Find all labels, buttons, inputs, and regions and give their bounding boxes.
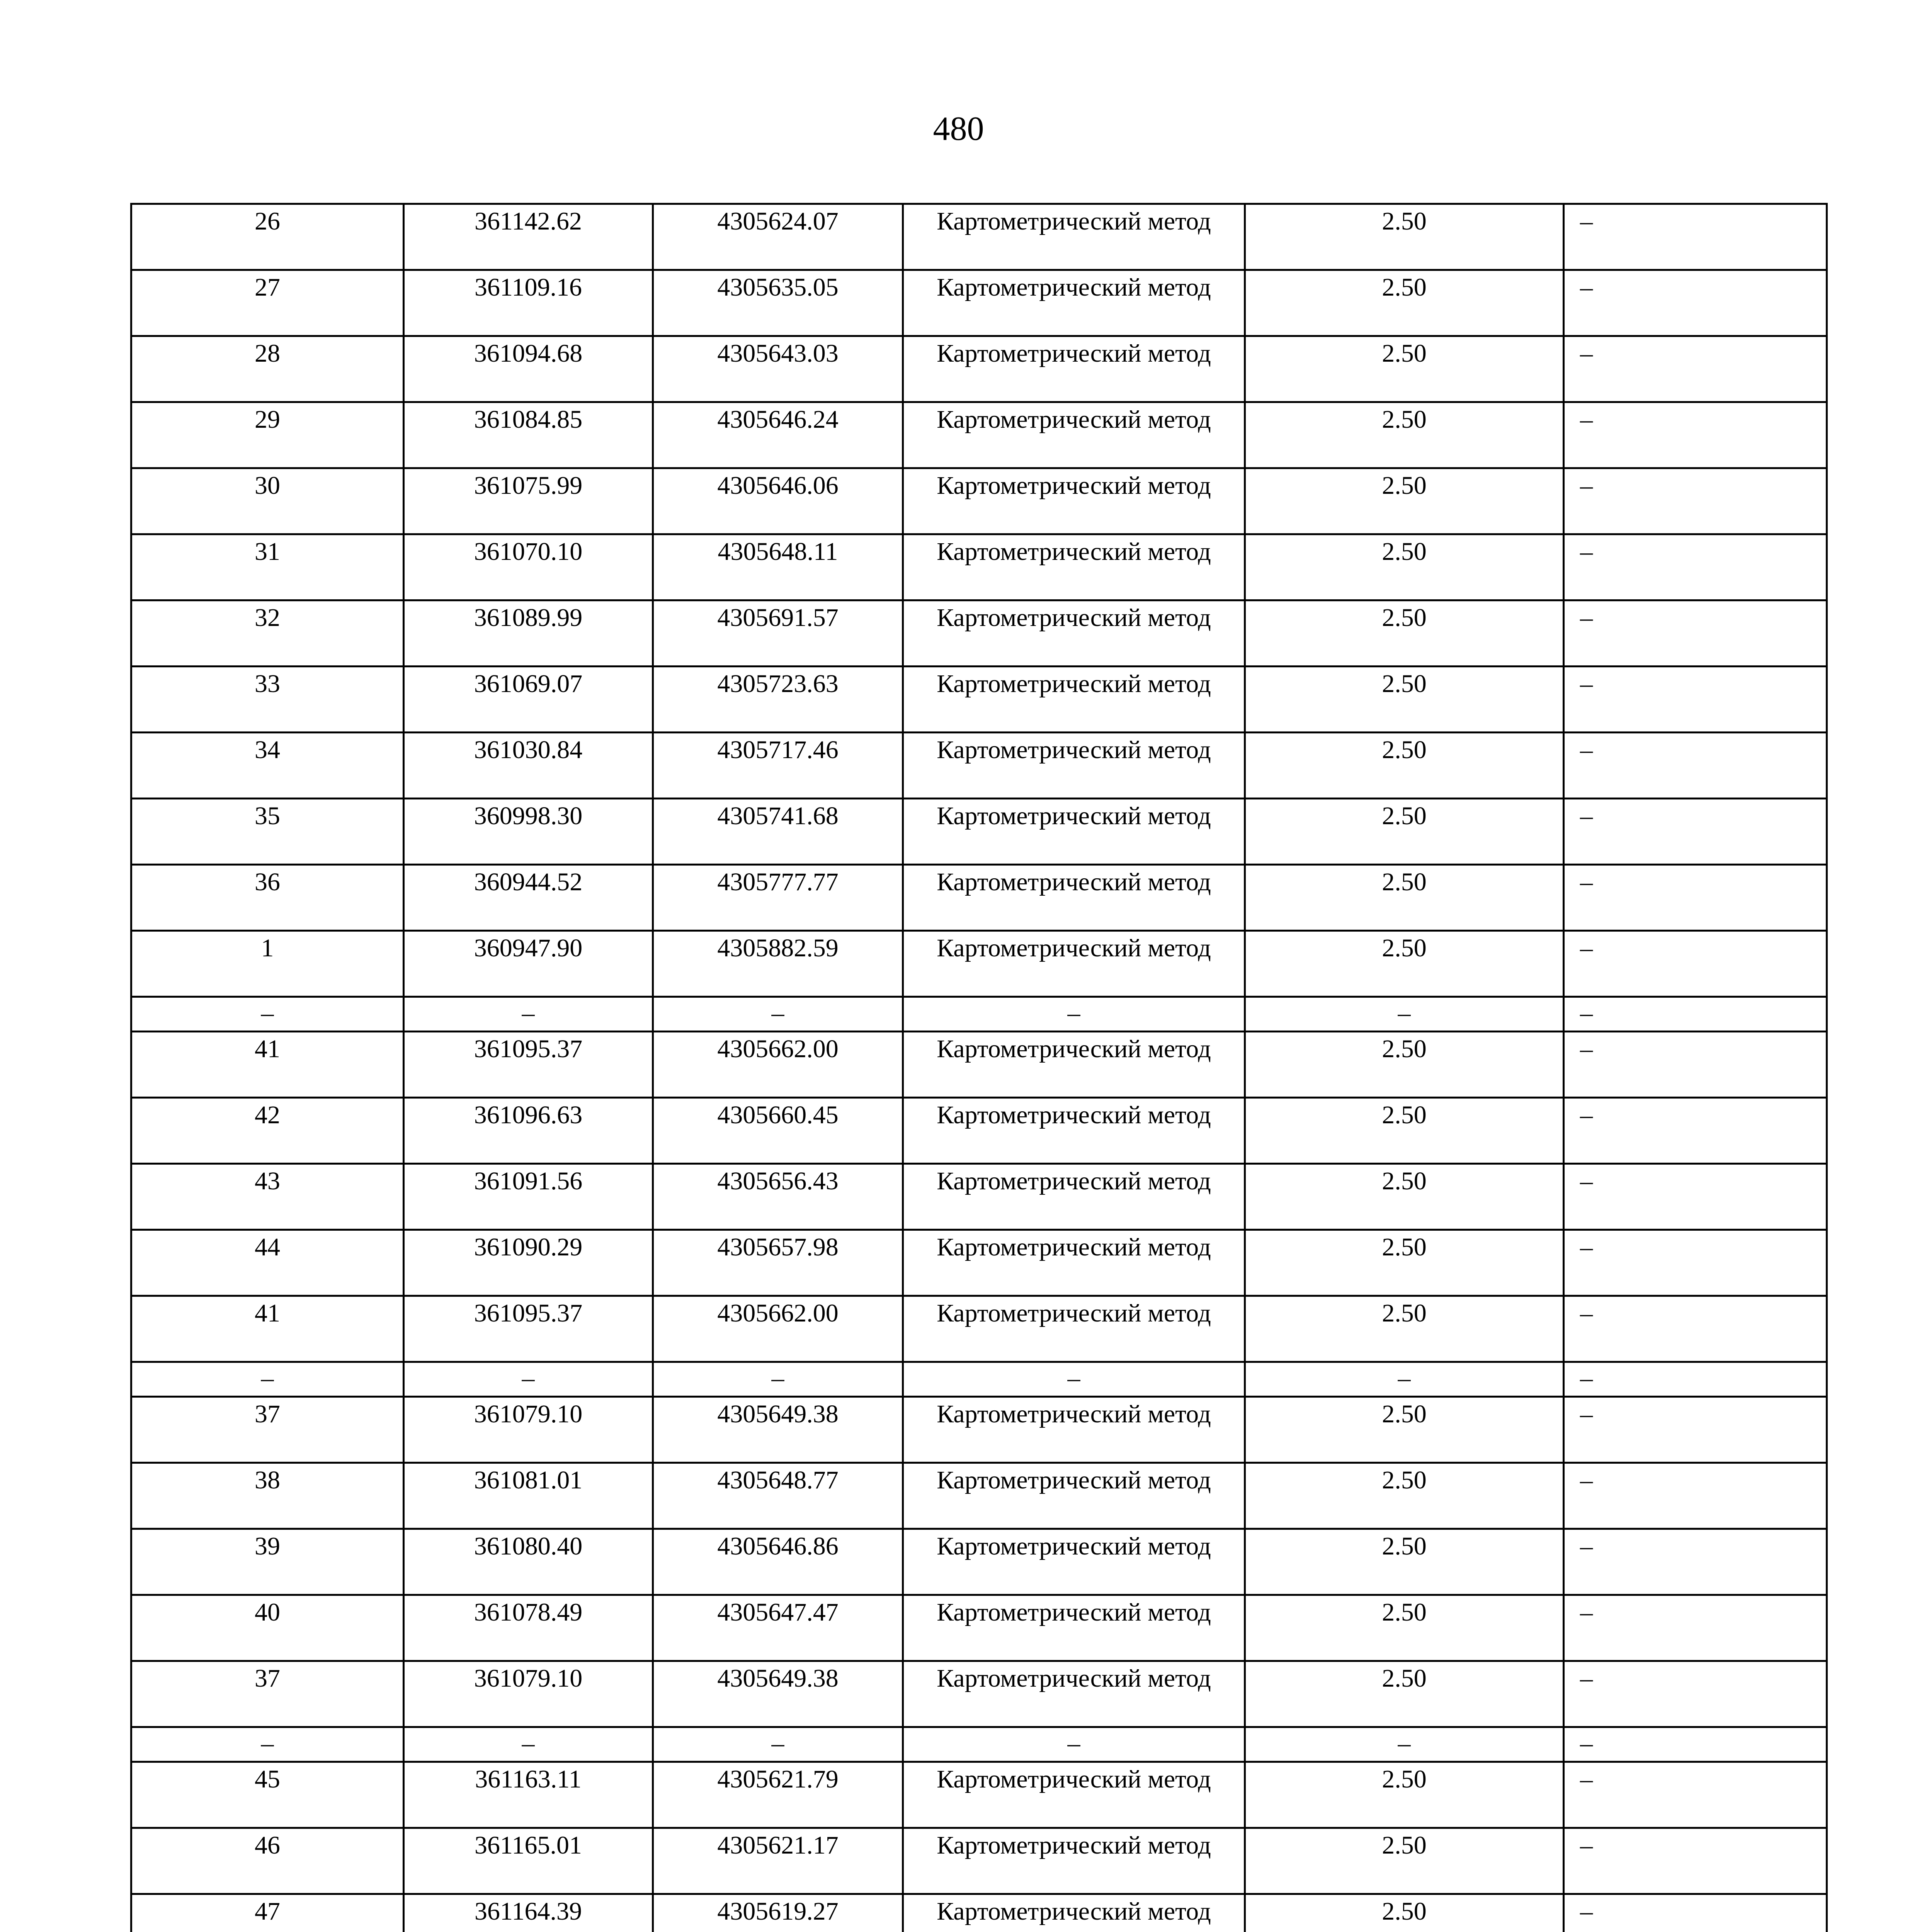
cell-method: Картометрический метод [903, 667, 1245, 733]
cell-point: 27 [131, 270, 404, 336]
cell-point: 47 [131, 1894, 404, 1932]
cell-y: – [653, 997, 903, 1032]
cell-method: Картометрический метод [903, 1296, 1245, 1362]
cell-accuracy: – [1245, 997, 1564, 1032]
cell-x: 361089.99 [404, 600, 653, 667]
cell-point: 41 [131, 1032, 404, 1098]
cell-description: – [1564, 865, 1827, 931]
cell-accuracy: 2.50 [1245, 468, 1564, 534]
cell-point: 38 [131, 1463, 404, 1529]
cell-method: – [903, 1727, 1245, 1762]
cell-y: 4305646.86 [653, 1529, 903, 1595]
cell-method: Картометрический метод [903, 1661, 1245, 1727]
cell-point: 41 [131, 1296, 404, 1362]
cell-x: 361078.49 [404, 1595, 653, 1661]
cell-method: – [903, 997, 1245, 1032]
cell-accuracy: 2.50 [1245, 600, 1564, 667]
cell-point: 31 [131, 534, 404, 600]
cell-point: – [131, 997, 404, 1032]
cell-y: 4305662.00 [653, 1032, 903, 1098]
cell-x: – [404, 997, 653, 1032]
cell-description: – [1564, 204, 1827, 270]
cell-x: 361142.62 [404, 204, 653, 270]
cell-accuracy: 2.50 [1245, 667, 1564, 733]
cell-x: 361091.56 [404, 1164, 653, 1230]
page-number: 480 [933, 110, 984, 148]
cell-accuracy: 2.50 [1245, 1032, 1564, 1098]
cell-point: 43 [131, 1164, 404, 1230]
cell-x: 361095.37 [404, 1032, 653, 1098]
table-row [131, 1762, 1827, 1828]
cell-method: Картометрический метод [903, 1595, 1245, 1661]
cell-point: 1 [131, 931, 404, 997]
separator-row [131, 1362, 1827, 1397]
cell-x: 361096.63 [404, 1098, 653, 1164]
cell-description: – [1564, 997, 1827, 1032]
cell-y: 4305648.77 [653, 1463, 903, 1529]
cell-y: – [653, 1362, 903, 1397]
cell-method: Картометрический метод [903, 1762, 1245, 1828]
cell-accuracy: 2.50 [1245, 1296, 1564, 1362]
cell-accuracy: 2.50 [1245, 865, 1564, 931]
cell-description: – [1564, 534, 1827, 600]
cell-description: – [1564, 1762, 1827, 1828]
cell-description: – [1564, 270, 1827, 336]
cell-x: 361084.85 [404, 402, 653, 468]
cell-accuracy: 2.50 [1245, 270, 1564, 336]
cell-description: – [1564, 1661, 1827, 1727]
table-row [131, 1397, 1827, 1463]
cell-x: 360998.30 [404, 799, 653, 865]
cell-method: Картометрический метод [903, 865, 1245, 931]
cell-point: 30 [131, 468, 404, 534]
cell-x: 361109.16 [404, 270, 653, 336]
cell-point: 46 [131, 1828, 404, 1894]
cell-x: – [404, 1362, 653, 1397]
cell-accuracy: 2.50 [1245, 1529, 1564, 1595]
cell-x: 361069.07 [404, 667, 653, 733]
cell-method: Картометрический метод [903, 1894, 1245, 1932]
cell-y: 4305662.00 [653, 1296, 903, 1362]
cell-description: – [1564, 1098, 1827, 1164]
cell-y: 4305635.05 [653, 270, 903, 336]
points-table-body [131, 204, 1827, 1932]
cell-description: – [1564, 1362, 1827, 1397]
cell-method: Картометрический метод [903, 1529, 1245, 1595]
cell-method: Картометрический метод [903, 270, 1245, 336]
cell-accuracy: 2.50 [1245, 1397, 1564, 1463]
cell-x: 361070.10 [404, 534, 653, 600]
table-row [131, 1230, 1827, 1296]
cell-x: – [404, 1727, 653, 1762]
table-row [131, 667, 1827, 733]
table-row [131, 1463, 1827, 1529]
cell-x: 361079.10 [404, 1661, 653, 1727]
cell-method: Картометрический метод [903, 204, 1245, 270]
cell-accuracy: 2.50 [1245, 1098, 1564, 1164]
cell-description: – [1564, 733, 1827, 799]
table-row [131, 1894, 1827, 1932]
cell-x: 361090.29 [404, 1230, 653, 1296]
cell-y: 4305649.38 [653, 1397, 903, 1463]
cell-method: Картометрический метод [903, 931, 1245, 997]
cell-method: Картометрический метод [903, 733, 1245, 799]
table-row [131, 534, 1827, 600]
cell-description: – [1564, 1296, 1827, 1362]
cell-description: – [1564, 1894, 1827, 1932]
table-row [131, 1529, 1827, 1595]
cell-accuracy: 2.50 [1245, 1762, 1564, 1828]
cell-description: – [1564, 1463, 1827, 1529]
cell-description: – [1564, 402, 1827, 468]
cell-accuracy: 2.50 [1245, 336, 1564, 402]
cell-y: 4305647.47 [653, 1595, 903, 1661]
cell-point: 35 [131, 799, 404, 865]
cell-description: – [1564, 1032, 1827, 1098]
cell-description: – [1564, 1397, 1827, 1463]
cell-accuracy: – [1245, 1727, 1564, 1762]
cell-description: – [1564, 1727, 1827, 1762]
table-row [131, 1296, 1827, 1362]
cell-point: 44 [131, 1230, 404, 1296]
separator-row [131, 997, 1827, 1032]
cell-method: Картометрический метод [903, 1463, 1245, 1529]
cell-method: Картометрический метод [903, 1828, 1245, 1894]
cell-y: 4305621.17 [653, 1828, 903, 1894]
cell-point: 40 [131, 1595, 404, 1661]
cell-description: – [1564, 1164, 1827, 1230]
cell-point: 32 [131, 600, 404, 667]
cell-x: 361165.01 [404, 1828, 653, 1894]
cell-x: 361164.39 [404, 1894, 653, 1932]
cell-accuracy: 2.50 [1245, 1894, 1564, 1932]
cell-x: 361081.01 [404, 1463, 653, 1529]
table-row [131, 1032, 1827, 1098]
coordinates-table [130, 203, 1828, 1932]
table-row [131, 270, 1827, 336]
cell-y: 4305882.59 [653, 931, 903, 997]
cell-method: Картометрический метод [903, 1230, 1245, 1296]
cell-x: 361030.84 [404, 733, 653, 799]
cell-method: Картометрический метод [903, 600, 1245, 667]
cell-description: – [1564, 1529, 1827, 1595]
cell-accuracy: 2.50 [1245, 733, 1564, 799]
cell-y: 4305624.07 [653, 204, 903, 270]
cell-y: 4305649.38 [653, 1661, 903, 1727]
table-row [131, 1828, 1827, 1894]
cell-method: Картометрический метод [903, 1164, 1245, 1230]
cell-point: 36 [131, 865, 404, 931]
cell-x: 361163.11 [404, 1762, 653, 1828]
cell-point: 29 [131, 402, 404, 468]
cell-description: – [1564, 931, 1827, 997]
cell-x: 361080.40 [404, 1529, 653, 1595]
table-row [131, 865, 1827, 931]
cell-accuracy: 2.50 [1245, 1661, 1564, 1727]
cell-accuracy: 2.50 [1245, 931, 1564, 997]
cell-point: 33 [131, 667, 404, 733]
cell-x: 360944.52 [404, 865, 653, 931]
cell-description: – [1564, 600, 1827, 667]
cell-y: 4305621.79 [653, 1762, 903, 1828]
cell-y: 4305660.45 [653, 1098, 903, 1164]
table-row [131, 1098, 1827, 1164]
table-row [131, 204, 1827, 270]
cell-accuracy: 2.50 [1245, 534, 1564, 600]
cell-point: 34 [131, 733, 404, 799]
cell-accuracy: 2.50 [1245, 1463, 1564, 1529]
cell-method: Картометрический метод [903, 1397, 1245, 1463]
cell-point: 37 [131, 1661, 404, 1727]
cell-method: – [903, 1362, 1245, 1397]
cell-point: 45 [131, 1762, 404, 1828]
cell-y: 4305691.57 [653, 600, 903, 667]
cell-point: 39 [131, 1529, 404, 1595]
cell-description: – [1564, 468, 1827, 534]
table-row [131, 336, 1827, 402]
cell-accuracy: – [1245, 1362, 1564, 1397]
cell-description: – [1564, 667, 1827, 733]
cell-x: 361079.10 [404, 1397, 653, 1463]
cell-description: – [1564, 336, 1827, 402]
cell-accuracy: 2.50 [1245, 1230, 1564, 1296]
cell-point: 26 [131, 204, 404, 270]
cell-method: Картометрический метод [903, 402, 1245, 468]
cell-x: 361095.37 [404, 1296, 653, 1362]
cell-accuracy: 2.50 [1245, 1828, 1564, 1894]
cell-method: Картометрический метод [903, 336, 1245, 402]
cell-accuracy: 2.50 [1245, 1595, 1564, 1661]
cell-accuracy: 2.50 [1245, 799, 1564, 865]
cell-accuracy: 2.50 [1245, 204, 1564, 270]
cell-point: – [131, 1727, 404, 1762]
cell-description: – [1564, 799, 1827, 865]
cell-point: 28 [131, 336, 404, 402]
cell-point: 42 [131, 1098, 404, 1164]
cell-y: 4305717.46 [653, 733, 903, 799]
cell-y: 4305619.27 [653, 1894, 903, 1932]
cell-x: 361075.99 [404, 468, 653, 534]
cell-y: 4305646.06 [653, 468, 903, 534]
cell-point: 37 [131, 1397, 404, 1463]
cell-description: – [1564, 1230, 1827, 1296]
cell-accuracy: 2.50 [1245, 1164, 1564, 1230]
cell-description: – [1564, 1828, 1827, 1894]
cell-x: 360947.90 [404, 931, 653, 997]
cell-y: 4305657.98 [653, 1230, 903, 1296]
cell-description: – [1564, 1595, 1827, 1661]
table-row [131, 402, 1827, 468]
table-row [131, 1164, 1827, 1230]
table-row [131, 600, 1827, 667]
cell-y: 4305741.68 [653, 799, 903, 865]
table-row [131, 1661, 1827, 1727]
separator-row [131, 1727, 1827, 1762]
cell-x: 361094.68 [404, 336, 653, 402]
table-row [131, 1595, 1827, 1661]
cell-y: 4305646.24 [653, 402, 903, 468]
cell-y: 4305723.63 [653, 667, 903, 733]
cell-y: – [653, 1727, 903, 1762]
cell-y: 4305656.43 [653, 1164, 903, 1230]
cell-method: Картометрический метод [903, 1098, 1245, 1164]
cell-method: Картометрический метод [903, 1032, 1245, 1098]
cell-point: – [131, 1362, 404, 1397]
table-row [131, 799, 1827, 865]
cell-method: Картометрический метод [903, 468, 1245, 534]
table-row [131, 931, 1827, 997]
cell-y: 4305777.77 [653, 865, 903, 931]
cell-y: 4305648.11 [653, 534, 903, 600]
cell-accuracy: 2.50 [1245, 402, 1564, 468]
cell-method: Картометрический метод [903, 534, 1245, 600]
cell-method: Картометрический метод [903, 799, 1245, 865]
table-row [131, 468, 1827, 534]
table-row [131, 733, 1827, 799]
cell-y: 4305643.03 [653, 336, 903, 402]
